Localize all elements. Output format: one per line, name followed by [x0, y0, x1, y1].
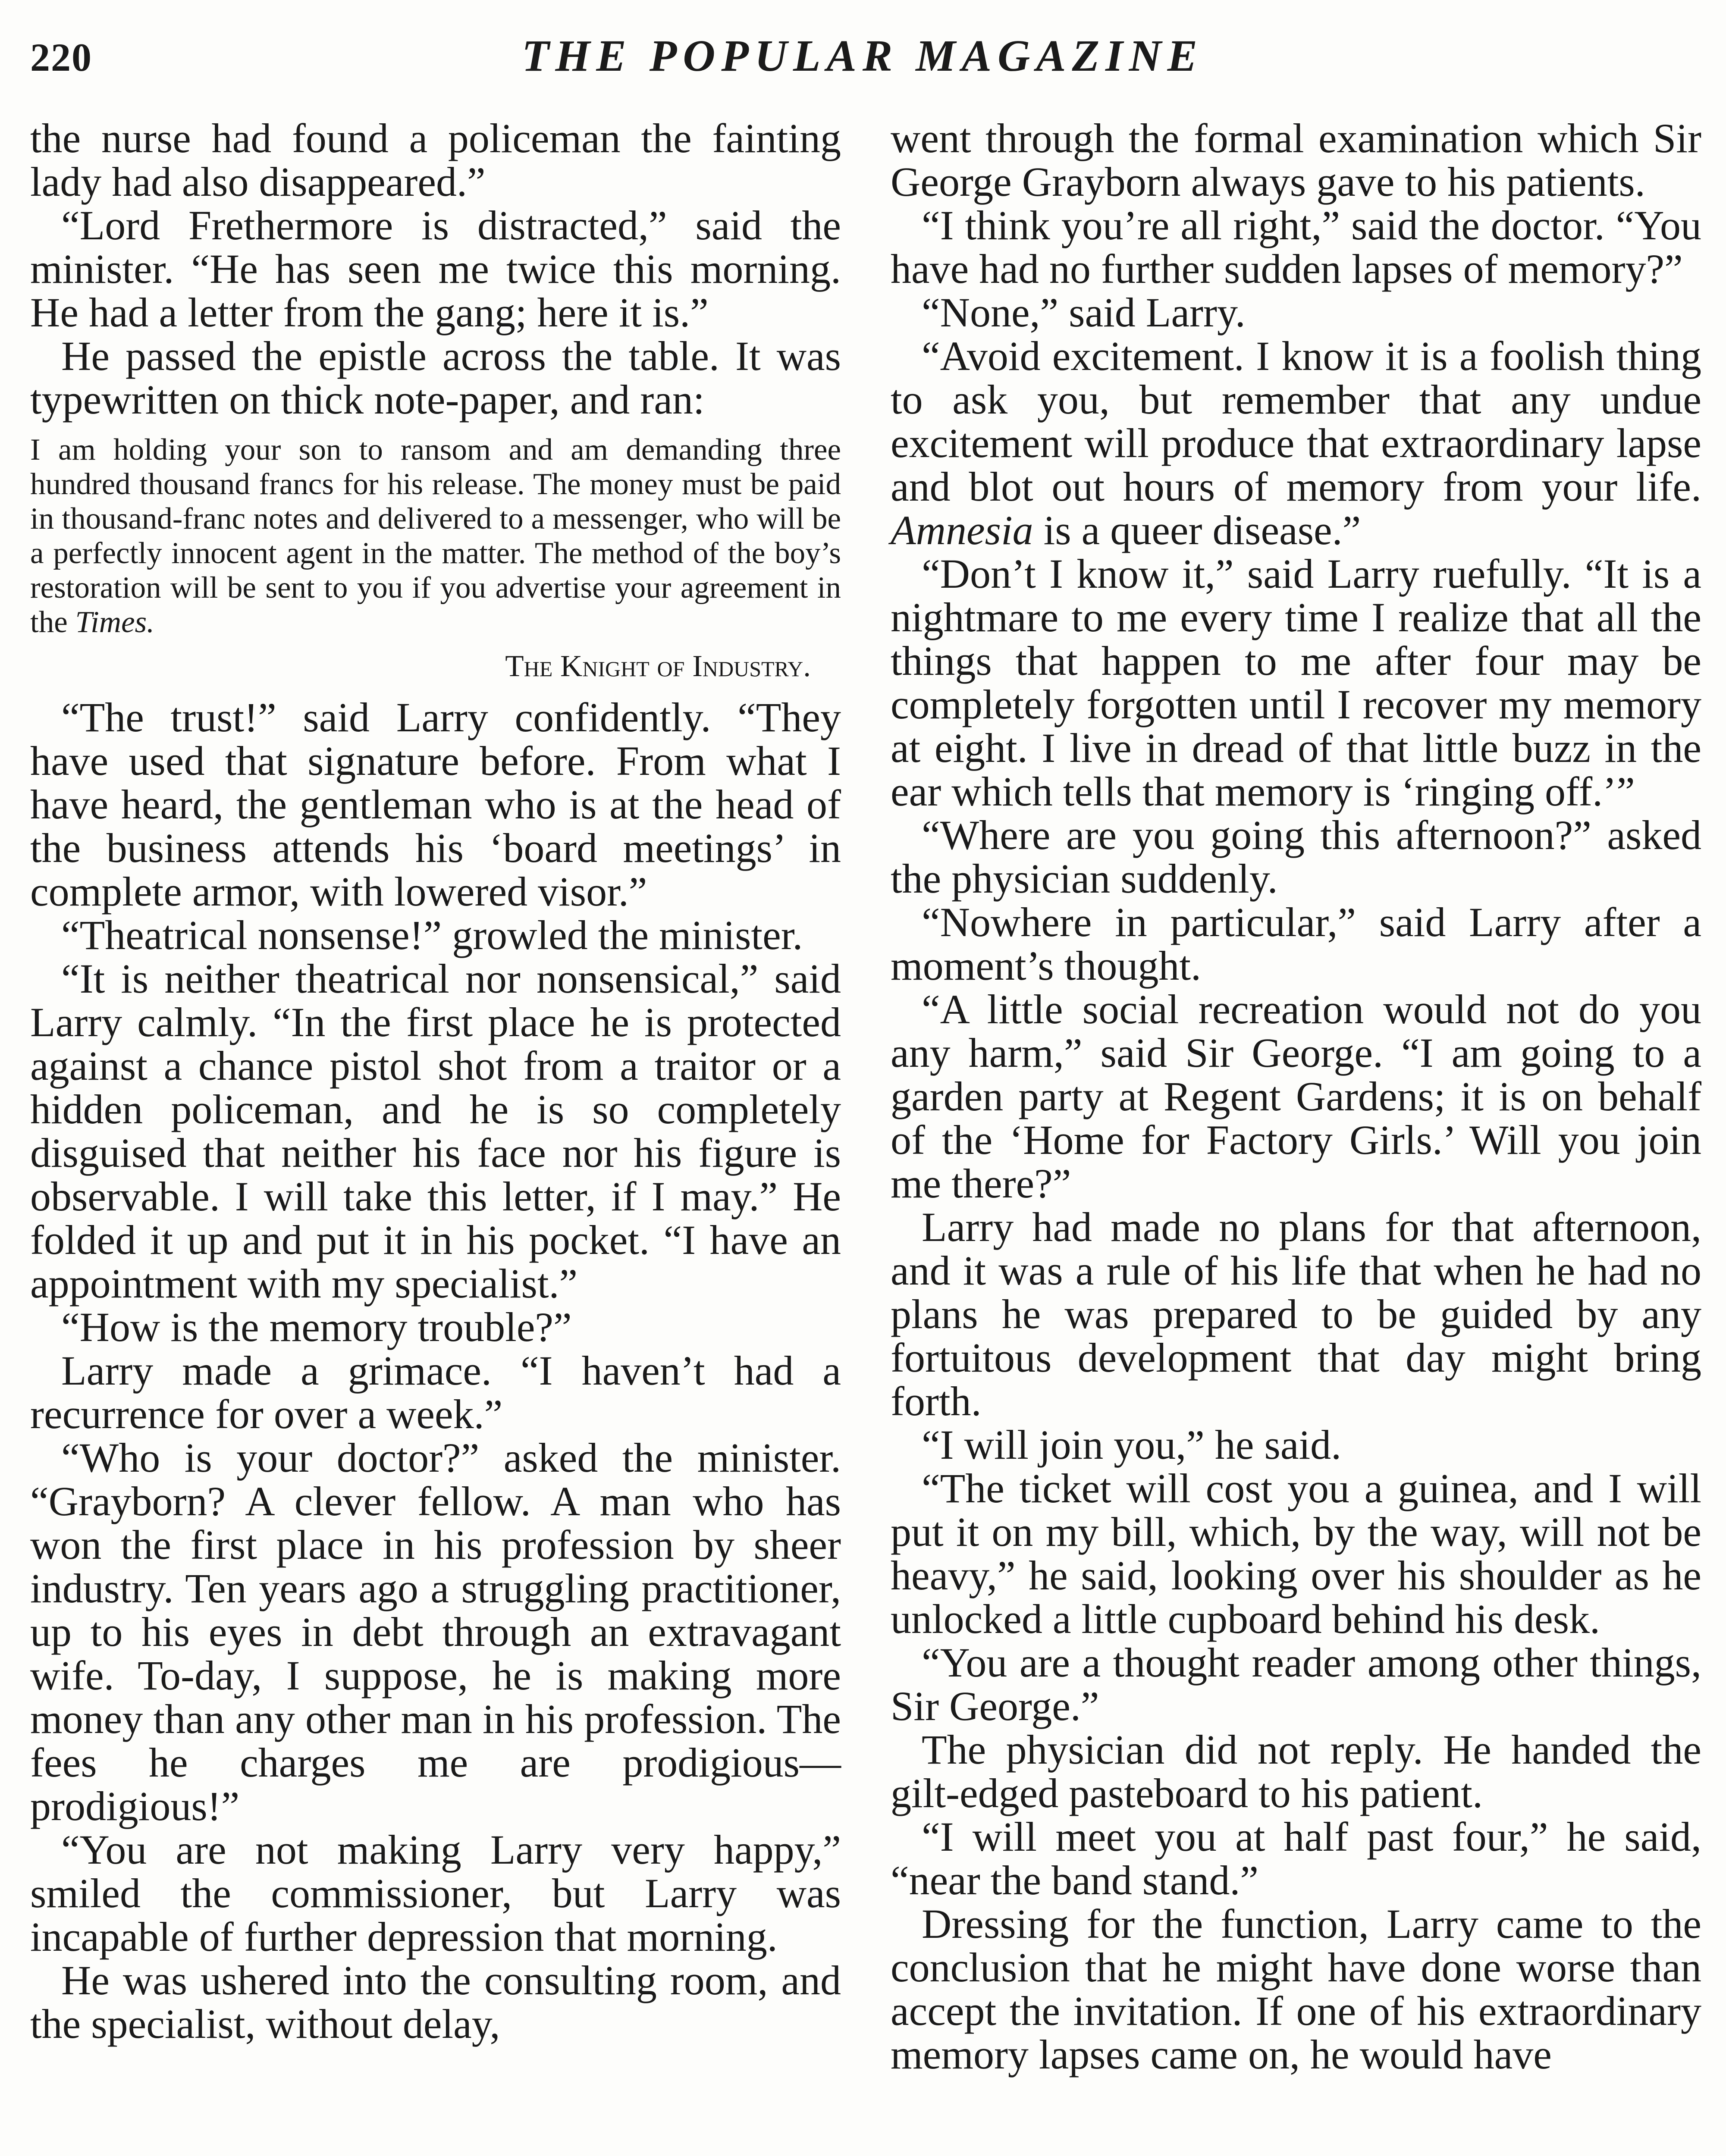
- paragraph: Larry made a grimace. “I haven’t had a recurrence for over a week.”: [30, 1348, 841, 1437]
- paragraph: “Where are you going this afternoon?” asked the physician suddenly.: [891, 812, 1701, 902]
- paragraph: “The ticket will cost you a guinea, and I will put it on my bill, which, by the way, will not be heavy,” he said, looking over his shoulder as he unlocked a little cupboard behind his desk.: [891, 1465, 1701, 1642]
- paragraph: “Lord Frethermore is distracted,” said the minister. “He has seen me twice this morning. He had a letter from the gang; here it is.”: [30, 202, 841, 335]
- paragraph: “I think you’re all right,” said the doctor. “You have had no further sudden lapses of memory?”: [891, 202, 1701, 292]
- paragraph-text: is a queer disease.”: [1043, 507, 1361, 553]
- paragraph: Dressing for the function, Larry came to the conclusion that he might have done worse than accept the invitation. If one of his extraordinary memory lapses came on, he would have: [891, 1901, 1701, 2078]
- paragraph: “Who is your doctor?” asked the minister. “Grayborn? A clever fellow. A man who has won the first place in his profession by sheer industry. Ten years ago a struggling practitioner, up to his eyes in debt through an extravagant wife. To-day, I suppose, he is making more money than any other man in his profession. The fees he charges me are prodigious—prodigious!”: [30, 1435, 841, 1829]
- paragraph: “Theatrical nonsense!” growled the minister.: [61, 912, 803, 958]
- paragraph: “You are a thought reader among other things, Sir George.”: [891, 1639, 1701, 1729]
- paragraph: He passed the epistle across the table. It was typewritten on thick note-paper, and ran:: [30, 333, 841, 423]
- paragraph: went through the formal examination which Sir George Grayborn always gave to his patients.: [891, 115, 1701, 205]
- paragraph: “How is the memory trouble?”: [61, 1304, 572, 1350]
- paragraph: He was ushered into the consulting room, and the specialist, without delay,: [30, 1957, 841, 2047]
- paragraph: “It is neither theatrical nor nonsensical,” said Larry calmly. “In the first place he is protected against a chance pistol shot from a traitor or a hidden policeman, and he is so completely disguised that neither his face nor his figure is observable. I will take this letter, if I may.” He folded it up and put it in his pocket. “I have an appointment with my specialist.”: [30, 956, 841, 1307]
- italic-word: Amnesia: [891, 507, 1033, 553]
- paragraph: the nurse had found a policeman the fainting lady had also disappeared.”: [30, 115, 841, 205]
- paragraph: “The trust!” said Larry confidently. “They have used that signature before. From what I have heard, the gentleman who is at the head of the business attends his ‘board meetings’ in complete armor, with lowered visor.”: [30, 694, 841, 915]
- right-column: [891, 116, 1701, 2076]
- paragraph: The physician did not reply. He handed the gilt-edged pasteboard to his patient.: [891, 1727, 1701, 1816]
- paragraph: “Don’t I know it,” said Larry ruefully. “It is a nightmare to me every time I realize that all the things that happen to me after four may be completely forgotten until I recover my memory at eight. I live in dread of that little buzz in the ear which tells that memory is ‘ringing off.’”: [891, 551, 1701, 815]
- paragraph: “None,” said Larry.: [922, 289, 1246, 335]
- paragraph: Larry had made no plans for that afternoon, and it was a rule of his life that when he had no plans he was prepared to be guided by any fortuitous development that day might bring forth.: [891, 1204, 1701, 1424]
- letter-signature: The Knight of Industry.: [505, 649, 811, 683]
- paragraph: “I will join you,” he said.: [922, 1422, 1342, 1468]
- page-header: [30, 26, 1695, 91]
- page-number: 220: [30, 35, 92, 79]
- letter-text: I am holding your son to ransom and am demanding three hundred thousand francs for his release. The money must be paid in thousand-franc notes and delivered to a messenger, who will be a perfectly innocent agent in the matter. The method of the boy’s restoration will be sent to you if you advertise your agreement in the: [30, 433, 841, 639]
- paragraph: “I will meet you at half past four,” he said, “near the band stand.”: [891, 1814, 1701, 1903]
- left-column: [30, 116, 841, 2046]
- paragraph: “Nowhere in particular,” said Larry after a moment’s thought.: [891, 899, 1701, 989]
- letter-newspaper-title: Times.: [75, 605, 154, 639]
- paragraph-text: “Avoid excitement. I know it is a foolish thing to ask you, but remember that any undue excitement will produce that extraordinary lapse and blot out hours of memory from your life.: [891, 333, 1701, 510]
- ransom-letter: [30, 432, 841, 639]
- paragraph: [891, 334, 1701, 552]
- paragraph: “A little social recreation would not do you any harm,” said Sir George. “I am going to a garden party at Regent Gardens; it is on behalf of the ‘Home for Factory Girls.’ Will you join me there?”: [891, 986, 1701, 1206]
- paragraph: “You are not making Larry very happy,” smiled the commissioner, but Larry was incapable of further depression that morning.: [30, 1827, 841, 1960]
- running-title: THE POPULAR MAGAZINE: [521, 31, 1204, 81]
